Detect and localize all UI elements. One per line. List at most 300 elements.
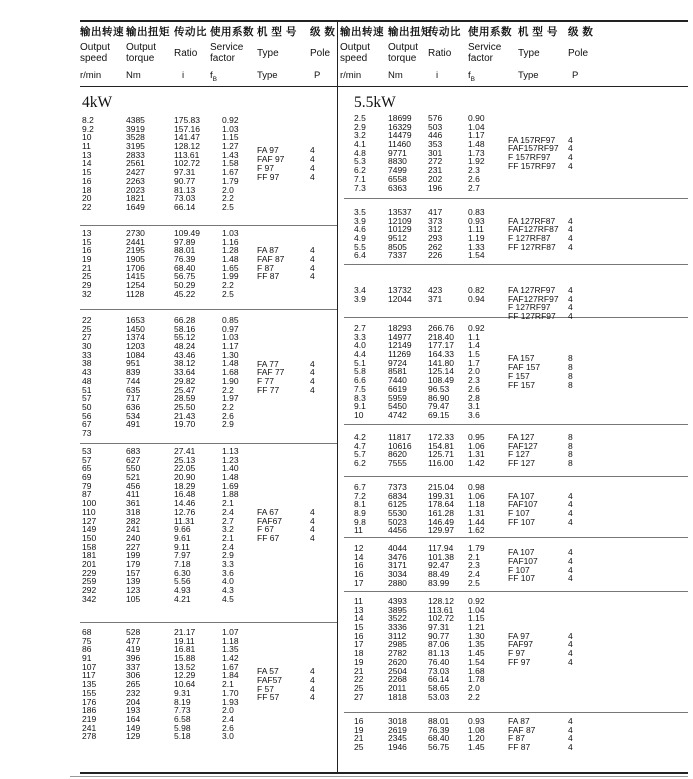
- speed-col-cell: 14: [354, 551, 364, 562]
- torque-col-cell: 8581: [388, 366, 407, 377]
- torque-col-cell: 2023: [126, 184, 145, 195]
- factor-col-cell: 1.79: [468, 543, 485, 553]
- factor-col-cell: 1.18: [222, 635, 239, 646]
- ratio-col: [428, 324, 454, 420]
- speed-col-cell: 68: [82, 627, 92, 637]
- torque-col-cell: 456: [126, 480, 141, 491]
- factor-col-cell: 1.35: [222, 644, 239, 655]
- pole-count: 4: [310, 271, 315, 282]
- torque-col-cell: 6834: [388, 490, 407, 501]
- factor-col: [468, 324, 485, 420]
- factor-col-cell: 1.17: [468, 130, 485, 141]
- speed-col-cell: 73: [82, 427, 92, 438]
- header-cn-2: 传动比: [428, 26, 461, 38]
- ratio-col-cell: 20.90: [174, 472, 196, 483]
- ratio-col-cell: 172.33: [428, 432, 454, 442]
- ratio-col-cell: 164.33: [428, 349, 454, 360]
- torque-col-cell: 2985: [388, 639, 407, 650]
- torque-col-cell: 9771: [388, 147, 407, 158]
- factor-col-cell: 0.92: [222, 115, 239, 125]
- ratio-col-cell: 125.71: [428, 449, 454, 460]
- torque-col: [126, 447, 140, 603]
- pole-count: 4: [568, 152, 573, 163]
- factor-col-cell: 1.54: [468, 656, 485, 667]
- pole-count: 4: [568, 160, 573, 171]
- ratio-col-cell: 21.43: [174, 410, 196, 421]
- speed-col: [354, 324, 366, 420]
- torque-col-cell: 521: [126, 472, 141, 483]
- speed-col: [354, 433, 366, 468]
- factor-col: [222, 229, 239, 299]
- speed-col-cell: 6.2: [354, 458, 366, 469]
- factor-col-cell: 1.04: [468, 121, 485, 132]
- speed-col-cell: 18: [82, 184, 92, 195]
- factor-col-cell: 1.27: [222, 141, 239, 152]
- ratio-col: [428, 286, 442, 303]
- torque-col-cell: 9724: [388, 357, 407, 368]
- ratio-col-cell: 353: [428, 139, 443, 150]
- speed-col-cell: 241: [82, 722, 97, 733]
- factor-col-cell: 1.67: [222, 661, 239, 672]
- ratio-col-cell: 88.49: [428, 569, 450, 580]
- torque-col-cell: 2427: [126, 167, 145, 178]
- factor-col-cell: 2.2: [468, 691, 480, 702]
- torque-col: [388, 208, 412, 260]
- ratio-col-cell: 69.15: [428, 409, 450, 420]
- pole-count: 4: [568, 134, 573, 145]
- torque-col-cell: 8620: [388, 449, 407, 460]
- speed-col-cell: 8.1: [354, 499, 366, 510]
- speed-col-cell: 29: [82, 280, 92, 291]
- ratio-col-cell: 53.03: [428, 691, 450, 702]
- header-cn-1: 输出扭矩: [126, 26, 170, 38]
- torque-col-cell: 1818: [388, 691, 407, 702]
- pole-count: 4: [310, 262, 315, 273]
- model-type: FA 127: [508, 432, 535, 442]
- model-type: FA 57: [257, 666, 279, 677]
- ratio-col: [174, 628, 195, 741]
- header-en-3: [210, 42, 243, 64]
- factor-col-cell: 1.70: [222, 687, 239, 698]
- pole-count: 8: [568, 449, 573, 460]
- speed-col: [354, 597, 363, 701]
- ratio-col-cell: 68.40: [174, 262, 196, 273]
- header-en-line: speed: [340, 53, 368, 64]
- header-cn-3: 使用系数: [468, 26, 512, 38]
- pole-count: 4: [568, 285, 573, 295]
- speed-col-cell: 25: [82, 271, 92, 282]
- torque-col-cell: 8830: [388, 156, 407, 167]
- pole-count: 4: [568, 490, 573, 501]
- ratio-col-cell: 66.14: [428, 674, 450, 685]
- ratio-col-cell: 68.40: [428, 733, 450, 744]
- factor-col-cell: 0.95: [468, 432, 485, 442]
- header-en-line: Output: [126, 42, 157, 53]
- torque-col-cell: 18293: [388, 323, 412, 333]
- factor-col-cell: 0.97: [222, 323, 239, 334]
- speed-col-cell: 56: [82, 410, 92, 421]
- speed-col-cell: 65: [82, 463, 92, 474]
- speed-col-cell: 10: [354, 409, 364, 420]
- speed-col-cell: 229: [82, 567, 97, 578]
- torque-col-cell: 5530: [388, 508, 407, 519]
- factor-col-cell: 2.5: [468, 577, 480, 588]
- torque-col-cell: 534: [126, 410, 141, 421]
- factor-col-cell: 1.23: [222, 454, 239, 465]
- factor-col-cell: 1.68: [222, 367, 239, 378]
- factor-col-cell: 0.93: [468, 716, 485, 726]
- pole-count: 4: [568, 224, 573, 235]
- ratio-col-cell: 66.28: [174, 315, 196, 325]
- header-unit-2: i: [436, 70, 439, 81]
- speed-col-cell: 4.6: [354, 224, 366, 235]
- pole-count: 8: [568, 353, 573, 364]
- model-type: FF 127RF87: [508, 241, 556, 252]
- speed-col-cell: 278: [82, 731, 97, 742]
- ratio-col-cell: 141.80: [428, 357, 454, 368]
- speed-col: [354, 544, 363, 587]
- pole-count: 4: [310, 515, 315, 526]
- header-en-line: Output: [80, 42, 111, 53]
- ratio-col-cell: 29.82: [174, 375, 196, 386]
- header-en-line: Service: [468, 42, 502, 53]
- speed-col: [82, 447, 96, 603]
- factor-col-cell: 1.65: [222, 262, 239, 273]
- speed-col-cell: 13: [354, 604, 364, 615]
- torque-col-cell: 7440: [388, 375, 407, 386]
- factor-col-cell: 1.79: [222, 175, 239, 186]
- pole-list: [310, 508, 315, 543]
- ratio-col: [174, 447, 195, 603]
- factor-col-cell: 2.6: [222, 410, 234, 421]
- speed-col-cell: 158: [82, 541, 97, 552]
- torque-col-cell: 11460: [388, 139, 412, 150]
- factor-col-cell: 1.54: [468, 250, 485, 261]
- pole-list: [568, 217, 573, 252]
- model-type: FAF 87: [257, 254, 285, 265]
- speed-col-cell: 53: [82, 446, 92, 456]
- factor-col-cell: 1.20: [468, 733, 485, 744]
- speed-col-cell: 22: [82, 315, 92, 325]
- pole-count: 4: [568, 311, 573, 322]
- factor-col-cell: 1.07: [222, 627, 239, 637]
- header-en-line: Pole: [568, 48, 589, 59]
- model-type: FAF107: [508, 556, 538, 567]
- pole-count: 4: [568, 508, 573, 519]
- factor-col-cell: 1.45: [468, 648, 485, 659]
- torque-col-cell: 1203: [126, 341, 145, 352]
- model-type: FAF 77: [257, 367, 285, 378]
- model-type: F 157RF97: [508, 152, 551, 163]
- torque-col-cell: 2263: [126, 175, 145, 186]
- torque-col-cell: 105: [126, 593, 141, 604]
- pole-list: [310, 246, 315, 281]
- header-en-3: [468, 42, 501, 64]
- factor-col-cell: 1.90: [222, 375, 239, 386]
- torque-col-cell: 3018: [388, 716, 407, 726]
- header-unit-5: P: [572, 70, 579, 81]
- ratio-col-cell: 81.13: [174, 184, 196, 195]
- ratio-col-cell: 8.19: [174, 696, 191, 707]
- model-type: F 107: [508, 564, 530, 575]
- model-type: FA 157: [508, 353, 535, 364]
- torque-col-cell: 3476: [388, 551, 407, 562]
- ratio-col-cell: 129.97: [428, 525, 454, 536]
- speed-col-cell: 16: [354, 569, 364, 580]
- torque-col-cell: 683: [126, 446, 141, 456]
- ratio-col-cell: 128.12: [174, 141, 200, 152]
- torque-col-cell: 4044: [388, 543, 407, 553]
- speed-col-cell: 3.5: [354, 207, 366, 217]
- speed-col-cell: 149: [82, 524, 97, 535]
- factor-col-cell: 0.85: [222, 315, 239, 325]
- speed-col-cell: 150: [82, 532, 97, 543]
- ratio-col-cell: 199.31: [428, 490, 454, 501]
- group-divider: [344, 712, 688, 713]
- torque-col-cell: 1905: [126, 254, 145, 265]
- speed-col-cell: 7.1: [354, 173, 366, 184]
- ratio-col-cell: 116.00: [428, 458, 454, 469]
- torque-col-cell: 164: [126, 713, 141, 724]
- ratio-col-cell: 446: [428, 130, 443, 141]
- factor-col-cell: 0.93: [468, 215, 485, 226]
- factor-col-cell: 2.7: [468, 182, 480, 193]
- model-type: FAF 97: [257, 154, 285, 165]
- panel-left: [80, 0, 337, 772]
- ratio-col: [174, 116, 200, 212]
- speed-col-cell: 27: [82, 332, 92, 343]
- pole-list: [310, 667, 315, 702]
- torque-col-cell: 11817: [388, 432, 412, 442]
- torque-col-cell: 1415: [126, 271, 145, 282]
- pole-count: 4: [310, 506, 315, 517]
- torque-col-cell: 2880: [388, 577, 407, 588]
- torque-col-cell: 282: [126, 515, 141, 526]
- ratio-col-cell: 90.77: [428, 630, 450, 641]
- speed-col-cell: 100: [82, 498, 97, 509]
- ratio-col-cell: 92.47: [428, 560, 450, 571]
- header-unit-0: r/min: [80, 70, 102, 81]
- torque-col-cell: 123: [126, 585, 141, 595]
- torque-col-cell: 9512: [388, 233, 407, 244]
- type-list: [508, 717, 535, 752]
- header-en-2: [174, 48, 197, 59]
- header-en-0: [80, 42, 110, 64]
- ratio-col-cell: 88.01: [174, 245, 196, 256]
- torque-col-cell: 306: [126, 670, 141, 681]
- ratio-col-cell: 45.22: [174, 288, 196, 299]
- factor-col-cell: 2.6: [468, 383, 480, 394]
- ratio-col-cell: 7.73: [174, 705, 191, 716]
- pole-count: 4: [568, 656, 573, 667]
- speed-col-cell: 33: [82, 349, 92, 360]
- ratio-col-cell: 312: [428, 224, 443, 235]
- header-en-line: Output: [340, 42, 371, 53]
- speed-col-cell: 43: [82, 367, 92, 378]
- torque-col-cell: 6363: [388, 182, 407, 193]
- speed-col-cell: 25: [82, 323, 92, 334]
- ratio-col-cell: 18.29: [174, 480, 196, 491]
- factor-col-cell: 4.3: [222, 585, 234, 595]
- torque-col-cell: 3919: [126, 123, 145, 134]
- speed-col-cell: 79: [82, 480, 92, 491]
- factor-col-cell: 1.40: [222, 463, 239, 474]
- torque-col-cell: 241: [126, 524, 141, 535]
- speed-col-cell: 15: [354, 622, 364, 633]
- ratio-col-cell: 66.14: [174, 201, 196, 212]
- factor-col-cell: 1.31: [468, 508, 485, 519]
- speed-col-cell: 117: [82, 670, 96, 681]
- speed-col-cell: 9.2: [82, 123, 94, 134]
- factor-col-cell: 1.68: [468, 665, 485, 676]
- factor-col-cell: 2.4: [222, 506, 234, 517]
- model-type: F 87: [257, 262, 275, 273]
- ratio-col-cell: 146.49: [428, 516, 454, 527]
- torque-col: [388, 286, 412, 303]
- model-type: FF 127: [508, 458, 535, 469]
- pole-count: 4: [310, 245, 315, 256]
- header-en-line: Type: [257, 48, 279, 59]
- group-divider: [344, 198, 688, 199]
- ratio-col-cell: 177.17: [428, 340, 454, 351]
- torque-col-cell: 2833: [126, 149, 145, 160]
- pole-count: 4: [568, 547, 573, 558]
- model-type: F 57: [257, 683, 275, 694]
- factor-col: [468, 597, 485, 701]
- torque-col-cell: 179: [126, 558, 141, 569]
- pole-count: 4: [568, 742, 573, 753]
- torque-col-cell: 2268: [388, 674, 407, 685]
- model-type: FA 97: [508, 630, 530, 641]
- header-cn-5: 级 数: [568, 26, 594, 38]
- speed-col-cell: 20: [82, 193, 92, 204]
- pole-count: 4: [310, 162, 315, 173]
- factor-col-cell: 2.9: [222, 550, 234, 561]
- type-list: [508, 217, 559, 252]
- torque-col: [388, 114, 412, 192]
- header-cn-1: 输出扭矩: [388, 26, 432, 38]
- speed-col-cell: 186: [82, 705, 97, 716]
- ratio-col-cell: 5.56: [174, 576, 191, 587]
- speed-col-cell: 110: [82, 506, 96, 517]
- ratio-col-cell: 90.77: [174, 175, 196, 186]
- speed-col-cell: 292: [82, 585, 97, 595]
- torque-col-cell: 1706: [126, 262, 145, 273]
- speed-col-cell: 8.3: [354, 392, 366, 403]
- factor-col-cell: 4.5: [222, 593, 234, 604]
- factor-col-cell: 1.13: [222, 446, 239, 456]
- speed-col-cell: 25: [354, 682, 364, 693]
- header-cn-0: 输出转速: [80, 26, 124, 38]
- header-en-line: Output: [388, 42, 419, 53]
- pole-count: 4: [310, 384, 315, 395]
- speed-col-cell: 16: [82, 175, 92, 186]
- torque-col-cell: 419: [126, 644, 141, 655]
- speed-col-cell: 5.7: [354, 449, 366, 460]
- ratio-col-cell: 58.16: [174, 323, 196, 334]
- factor-col-cell: 1.06: [468, 490, 485, 501]
- ratio-col-cell: 33.64: [174, 367, 196, 378]
- pole-list: [568, 548, 573, 583]
- factor-col-cell: 1.15: [468, 613, 485, 624]
- speed-col-cell: 181: [82, 550, 97, 561]
- header-unit-4: Type: [257, 70, 278, 81]
- model-type: FA 127RF87: [508, 215, 556, 226]
- model-type: FF 67: [257, 532, 280, 543]
- factor-col-cell: 1.03: [222, 228, 239, 238]
- factor-col-cell: 2.2: [222, 280, 234, 291]
- speed-col-cell: 4.0: [354, 340, 366, 351]
- torque-col-cell: 3895: [388, 604, 407, 615]
- torque-col: [388, 483, 407, 535]
- factor-col-cell: 3.3: [222, 558, 234, 569]
- factor-col-cell: 3.0: [222, 731, 234, 742]
- ratio-col-cell: 6.58: [174, 713, 191, 724]
- type-list: [508, 136, 559, 171]
- factor-col-cell: 1.97: [222, 393, 239, 404]
- speed-col-cell: 259: [82, 576, 97, 587]
- factor-col-cell: 2.3: [468, 560, 480, 571]
- torque-col-cell: 717: [126, 393, 141, 404]
- torque-col-cell: 627: [126, 454, 141, 465]
- pole-count: 4: [568, 716, 573, 726]
- speed-col-cell: 107: [82, 661, 97, 672]
- torque-col-cell: 193: [126, 705, 141, 716]
- torque-col-cell: 7555: [388, 458, 407, 469]
- speed-col: [354, 717, 363, 752]
- ratio-col-cell: 266.76: [428, 323, 454, 333]
- header-en-4: [257, 48, 279, 59]
- ratio-col-cell: 576: [428, 113, 443, 123]
- header-unit-3: $f_B$: [210, 70, 217, 83]
- header-en-line: Type: [518, 48, 540, 59]
- type-list: [508, 286, 559, 321]
- model-type: F 157: [508, 370, 530, 381]
- group-divider: [80, 443, 337, 444]
- ratio-col-cell: 55.12: [174, 332, 196, 343]
- speed-col-cell: 6.4: [354, 250, 366, 261]
- speed-col-cell: 21: [354, 665, 364, 676]
- factor-col-cell: 1.92: [468, 156, 485, 167]
- torque-col-cell: 6125: [388, 499, 407, 510]
- torque-col-cell: 3195: [126, 141, 145, 152]
- speed-col-cell: 22: [82, 201, 92, 212]
- ratio-col-cell: 128.12: [428, 596, 454, 606]
- pole-count: 4: [568, 499, 573, 510]
- torque-col-cell: 550: [126, 463, 141, 474]
- header-cn-2: 传动比: [174, 26, 207, 38]
- torque-col: [126, 116, 145, 212]
- speed-col-cell: 91: [82, 653, 92, 664]
- factor-col-cell: 1.17: [222, 341, 239, 352]
- speed-col-cell: 4.9: [354, 233, 366, 244]
- factor-col-cell: 1.62: [468, 525, 485, 536]
- factor-col-cell: 0.94: [468, 293, 485, 304]
- factor-col-cell: 1.30: [222, 349, 239, 360]
- pole-count: 4: [310, 674, 315, 685]
- header-unit-3: $f_B$: [468, 70, 475, 83]
- speed-col-cell: 9.1: [354, 401, 366, 412]
- factor-col: [468, 208, 485, 260]
- factor-col-cell: 3.6: [222, 567, 234, 578]
- ratio-col-cell: 27.41: [174, 446, 196, 456]
- model-type: F 127RF87: [508, 233, 551, 244]
- model-type: FF 107: [508, 573, 535, 584]
- pole-count: 4: [310, 375, 315, 386]
- torque-col-cell: 1653: [126, 315, 145, 325]
- pole-count: 4: [568, 733, 573, 744]
- torque-col-cell: 7499: [388, 165, 407, 176]
